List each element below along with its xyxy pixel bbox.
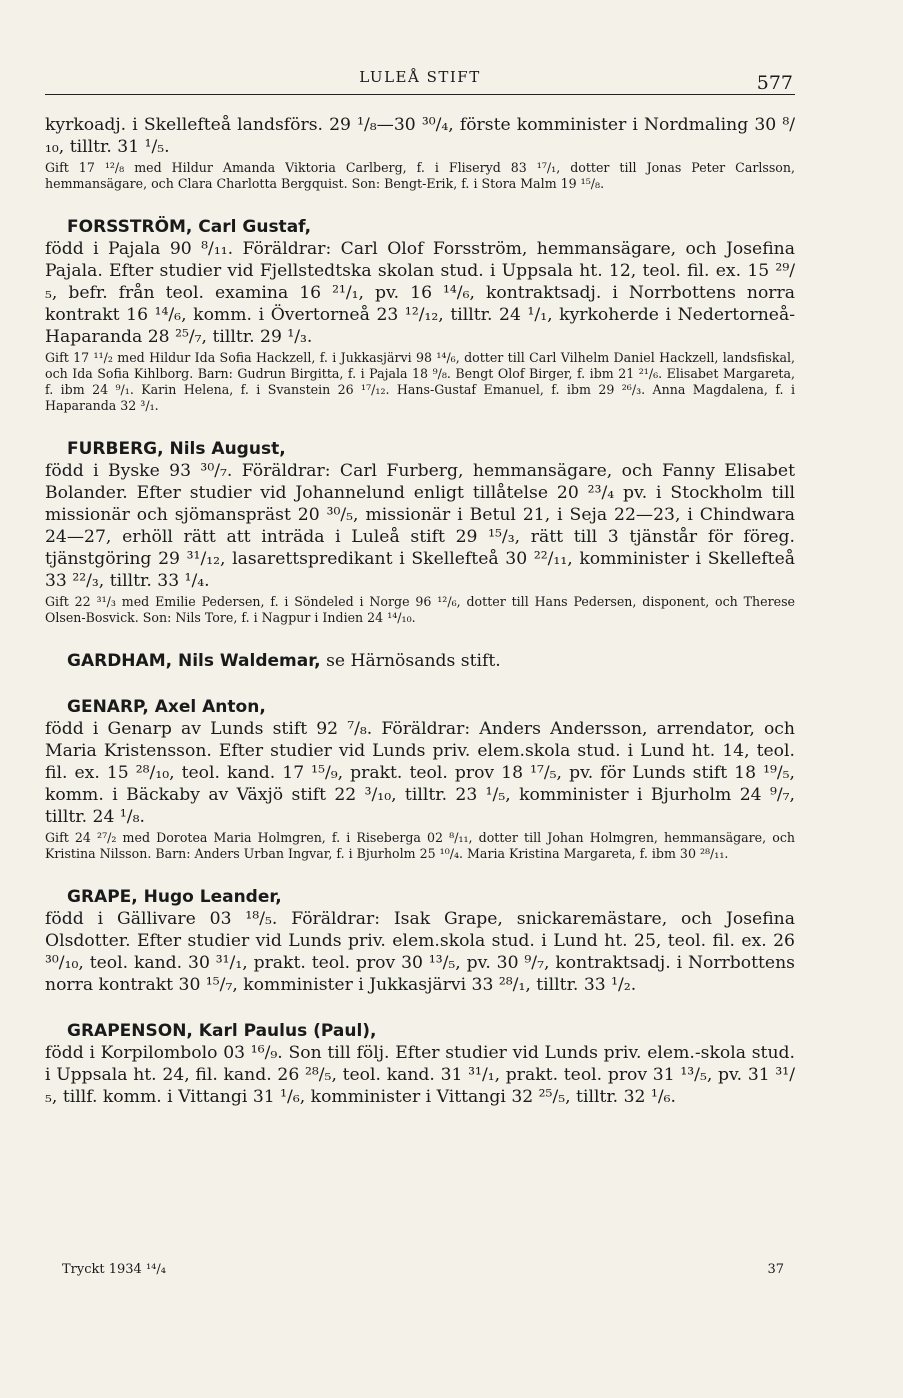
entry-name: GENARP, Axel Anton, [67, 697, 266, 717]
page-number: 577 [756, 72, 793, 94]
entry-ref-text: se Härnösands stift. [326, 651, 501, 671]
running-header [45, 64, 795, 95]
entry-name: GARDHAM, Nils Waldemar, [67, 651, 321, 671]
entry-family: Gift 22 ³¹/₃ med Emilie Pedersen, f. i Söndeled i Norge 96 ¹²/₆, dotter till Hans Pedersen, disponent, och Therese Olsen-Bosvick. Son: Nils Tore, f. i Nagpur i Indien 24 ¹⁴/₁₀. [45, 594, 795, 625]
entry-text: född i Korpilombolo 03 ¹⁶/₉. Son till följ. Efter studier vid Lunds priv. elem.-skola stud. i Uppsala ht. 24, fil. kand. 26 ²⁸/₅, teol. kand. 31 ³¹/₁, prakt. teol. prov 31 ¹³/₅, pv. 31 ³¹/₅, tillf. komm. i Vittangi 31 ¹/₆, komminister i Vittangi 32 ²⁵/₅, tilltr. 32 ¹/₆. [45, 1043, 795, 1107]
signature-mark: 37 [767, 1262, 784, 1277]
page-content [45, 114, 795, 1108]
entry-name: FORSSTRÖM, Carl Gustaf, [67, 217, 312, 237]
entry-text: född i Genarp av Lunds stift 92 ⁷/₈. Föräldrar: Anders Andersson, arrendator, och Maria Kristensson. Efter studier vid Lunds priv. elem.skola stud. i Lund ht. 14, teol. fil. ex. 15 ²⁸/₁₀, teol. kand. 17 ¹⁵/₉, prakt. teol. prov 18 ¹⁷/₅, pv. för Lunds stift 18 ¹⁹/₅, komm. i Bäckaby av Växjö stift 22 ³/₁₀, tilltr. 23 ¹/₅, komminister i Bjurholm 24 ⁹/₇, tilltr. 24 ¹/₈. [45, 719, 795, 827]
entry-gardham [45, 650, 795, 672]
entry-furberg [45, 438, 795, 626]
entry-family: Gift 17 ¹²/₈ med Hildur Amanda Viktoria Carlberg, f. i Fliseryd 83 ¹⁷/₁, dotter till Jonas Peter Carlsson, hemmansägare, och Clara Charlotta Bergquist. Son: Bengt-Erik, f. i Stora Malm 19 ¹⁵/₈. [45, 160, 795, 191]
entry-text: född i Pajala 90 ⁸/₁₁. Föräldrar: Carl Olof Forsström, hemmansägare, och Josefina Pajala. Efter studier vid Fjellstedtska skolan stud. i Uppsala ht. 12, teol. fil. ex. 15 ²⁹/₅, befr. från teol. examina 16 ²¹/₁, pv. 16 ¹⁴/₆, kontraktsadj. i Norrbottens norra kontrakt 16 ¹⁴/₆, komm. i Övertorneå 23 ¹²/₁₂, tilltr. 24 ¹/₁, kyrkoherde i Nedertorneå-Haparanda 28 ²⁵/₇, tilltr. 29 ¹/₃. [45, 239, 795, 347]
entry-genarp [45, 696, 795, 862]
entry-reference [67, 650, 795, 672]
entry-text: född i Gällivare 03 ¹⁸/₅. Föräldrar: Isak Grape, snickaremästare, och Josefina Olsdotter. Efter studier vid Lunds priv. elem.skola stud. i Lund ht. 25, teol. fil. ex. 26 ³⁰/₁₀, teol. kand. 30 ³¹/₁, prakt. teol. prov 30 ¹³/₅, pv. 30 ⁹/₇, kontraktsadj. i Norrbottens norra kontrakt 30 ¹⁵/₇, komminister i Jukkasjärvi 33 ²⁸/₁, tilltr. 33 ¹/₂. [45, 909, 795, 995]
entry-name: FURBERG, Nils August, [67, 439, 286, 459]
entry-text: född i Byske 93 ³⁰/₇. Föräldrar: Carl Furberg, hemmansägare, och Fanny Elisabet Bolander. Efter studier vid Johannelund enligt tillåtelse 20 ²³/₄ pv. i Stockholm till missionär och sjömanspräst 20 ³⁰/₅, missionär i Betul 21, i Seja 22—23, i Chindwara 24—27, erhöll rätt att inträda i Luleå stift 29 ¹⁵/₃, rätt till 3 tjänstår för föreg. tjänstgöring 29 ³¹/₁₂, lasarettspredikant i Skellefteå 30 ²²/₁₁, komminister i Skellefteå 33 ²²/₃, tilltr. 33 ¹/₄. [45, 461, 795, 591]
entry-forsstrom [45, 216, 795, 414]
entry-text: kyrkoadj. i Skellefteå landsförs. 29 ¹/₈—30 ³⁰/₄, förste komminister i Nordmaling 30 ⁸/₁₀, tilltr. 31 ¹/₅. [45, 115, 795, 157]
entry-name: GRAPE, Hugo Leander, [67, 887, 282, 907]
entry-family: Gift 24 ²⁷/₂ med Dorotea Maria Holmgren, f. i Riseberga 02 ⁸/₁₁, dotter till Johan Holmgren, hemmansägare, och Kristina Nilsson. Barn: Anders Urban Ingvar, f. i Bjurholm 25 ¹⁰/₄. Maria Kristina Margareta, f. ibm 30 ²⁸/₁₁. [45, 830, 795, 861]
print-date: Tryckt 1934 ¹⁴/₄ [62, 1262, 166, 1277]
continuation-entry [45, 114, 795, 192]
entry-name: GRAPENSON, Karl Paulus (Paul), [67, 1021, 377, 1041]
header-title: LULEÅ STIFT [359, 68, 481, 86]
entry-grape [45, 886, 795, 996]
entry-grapenson [45, 1020, 795, 1108]
entry-family: Gift 17 ¹¹/₂ med Hildur Ida Sofia Hackzell, f. i Jukkasjärvi 98 ¹⁴/₆, dotter till Carl Vilhelm Daniel Hackzell, landsfiskal, och Ida Sofia Kihlborg. Barn: Gudrun Birgitta, f. i Pajala 18 ⁹/₈. Bengt Olof Birger, f. ibm 21 ²¹/₆. Elisabet Margareta, f. ibm 24 ⁹/₁. Karin Helena, f. i Svanstein 26 ¹⁷/₁₂. Hans-Gustaf Emanuel, f. ibm 29 ²⁶/₃. Anna Magdalena, f. i Haparanda 32 ³/₁. [45, 350, 795, 413]
